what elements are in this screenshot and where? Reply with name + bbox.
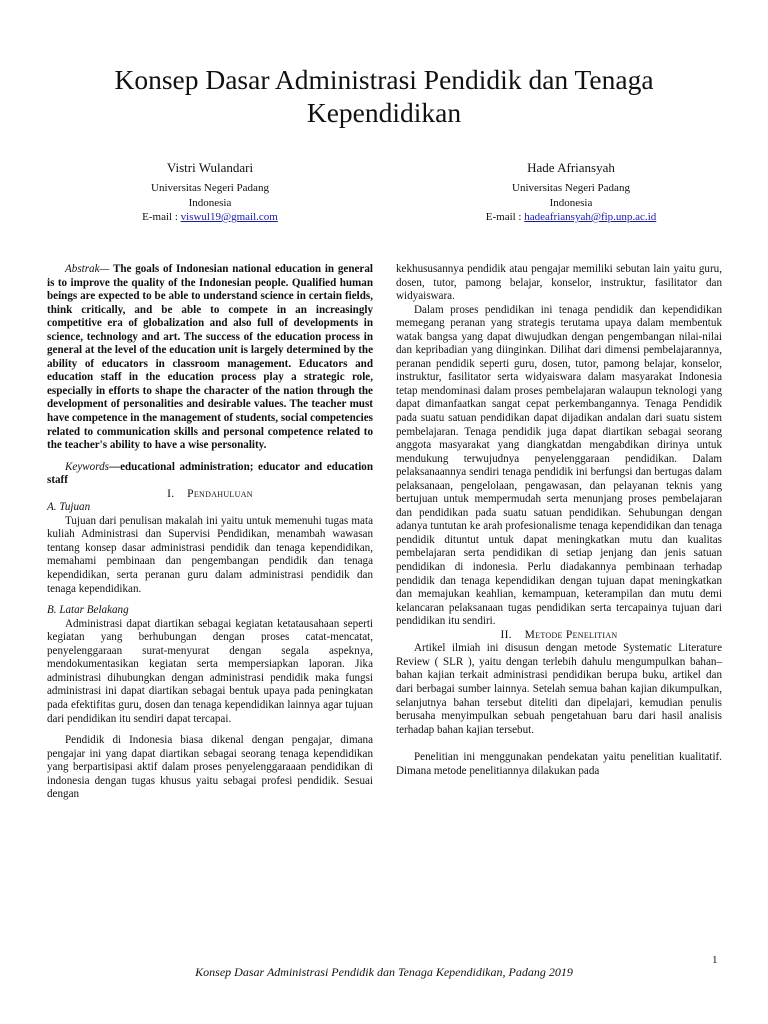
page-number: 1 <box>712 954 718 966</box>
left-column <box>47 263 373 802</box>
author-country: Indonesia <box>549 196 593 209</box>
author-email-line <box>421 210 721 225</box>
author-name: Vistri Wulandari <box>166 160 254 175</box>
paragraph: Artikel ilmiah ini disusun dengan metode Systematic Literature Review ( SLR ), yaitu dengan terlebih dahulu mengumpulkan bahan–bahan kajian terkait administrasi pendidikan berupa buku, artikel dan dari berbagai sumber lainnya. Setelah semua bahan kajian dikumpulkan, selanjutnya bahan tersebut diteliti dan dipelajari, kemudian penulis berusaha menyimpulkan sebuah pengetahuan baru dari hasil analisis terhadap bahan kajian tersebut. <box>396 642 722 736</box>
page-footer: Konsep Dasar Administrasi Pendidik dan Tenaga Kependidikan, Padang 2019 <box>195 965 573 979</box>
author-affiliation: Universitas Negeri Padang <box>512 182 630 194</box>
author-email-link[interactable]: hadeafriansyah@fip.unp.ac.id <box>524 211 657 223</box>
email-prefix: E-mail : <box>142 211 181 223</box>
right-column <box>396 263 722 778</box>
section-numeral: I. <box>167 487 175 500</box>
abstract <box>47 263 373 453</box>
paragraph: Dalam proses pendidikan ini tenaga pendidik dan kependidikan memegang peranan yang strategis terutama upaya dalam membentuk watak bangsa yang dapat diwujudkan dengan pengembangan nilai-nilai dan kepribadian yang diinginkan. Dilihat dari dimensi pembelajarannya, peranan pendidik seperti guru, dosen, tutor, pamong belajar, konselor, instruktur, fasilitator serta widyaiswara dalam masyarakat Indonesia tetap mendominasi dalam proses pembelajaran walaupun teknologi yang dapat dimanfaatkan sangat cepat perkembangannya. Tenaga Pendidik pada suatu satuan pendidikan dapat dijadikan andalan dari suatu sistem pembelajaran. Tenaga pendidik juga dapat diartikan sebagai seorang anggota masyarakat yang diangkatdan mengabdikan dirinya untuk mendukung terwujudnya penyelenggaraan pendidikan. Dalam pelaksanaannya sendiri tenaga pendidik ini berfungsi dan bertugas dalam pelaksanaan, pengelolaan, pengawasan, dan pelayanan teknis yang bertujuan untuk mempermudah serta menunjang proses pembelajaran dan pendidikan pada suatu satuan pendidikan. Sehubungan dengan adanya tuntutan ke arah profesionalisme tenaga kependidikan dan tenaga pendidik dituntut untuk dapat meningkatkan mutu dan kualitas pembelajaran serta pendidikan di setiap jenjang dan jenis satuan pendidikan di indonesia. Perlu diadakannya pembinaan terhadap pendidik dan tenaga kependidikan dengan tujuan dapat meningkatkan dan memajukan keahlian, kemampuan, keterampilan dan mutu demi kelancaran pelaksanaan tugas pendidikan serta tercapainya tujuan dari pendidikan itu sendiri. <box>396 303 722 628</box>
author-block <box>421 160 721 225</box>
section-heading <box>396 629 722 643</box>
paragraph: Tujuan dari penulisan makalah ini yaitu untuk memenuhi tugas mata kuliah Administrasi dan Supervisi Pendidikan, menambah wawasan tentang konsep dasar administrasi pendidik dan tenaga kependidikan, memahami pembinaan dan pengembangan pendidik dan tenaga kependidikan, serta peranan guru dalam administrasi pendidik dan tenaga kependidikan. <box>47 514 373 595</box>
paragraph: kekhususannya pendidik atau pengajar memiliki sebutan lain yaitu guru, dosen, tutor, pamong belajar, konselor, instruktur, fasilitator dan widyaiswara. <box>396 263 722 303</box>
section-title: Pendahuluan <box>187 487 253 500</box>
section-title: Metode Penelitian <box>524 628 618 641</box>
keywords <box>47 461 373 488</box>
section-heading <box>47 488 373 502</box>
subsection-heading: B. Latar Belakang <box>47 604 129 617</box>
keywords-text: —educational administration; educator and education staff <box>47 460 373 487</box>
paragraph: Penelitian ini menggunakan pendekatan yaitu penelitian kualitatif. Dimana metode penelitiannya dilakukan pada <box>396 751 722 777</box>
subsection-heading: A. Tujuan <box>47 501 91 514</box>
paragraph: Administrasi dapat diartikan sebagai kegiatan ketatausahaan seperti kegiatan yang berhubungan dengan proses catat-mencatat, penyelenggaraan surat-menyurat dengan segala aspeknya, mendokumentasikan kegiatan serta mempersiapkan laporan. Jika administrasi dihubungkan dengan administrasi pendidik maka fungsi administrasi ini dapat diartikan sebagai bentuk upaya pada peningkatan pada efektifitas guru, dosen dan tenaga kependidikan lainnya agar tujuan dari pendidikan itu sendiri dapat tercapai. <box>47 617 373 725</box>
author-name: Hade Afriansyah <box>527 160 615 175</box>
author-email-link[interactable]: viswul19@gmail.com <box>180 211 278 223</box>
author-block <box>60 160 360 225</box>
author-email-line <box>60 210 360 225</box>
author-country: Indonesia <box>188 196 232 209</box>
keywords-lead: Keywords <box>65 460 109 473</box>
author-affiliation: Universitas Negeri Padang <box>151 182 269 194</box>
paragraph: Pendidik di Indonesia biasa dikenal dengan pengajar, dimana pengajar ini yang dapat diartikan sebagai seorang tenaga kependidikan yang berpartisipasi aktif dalam proses penyelenggaraaan pendidikan di indonesia dengan tugas khusus yaitu sebagai profesi pendidik. Sesuai dengan <box>47 734 373 801</box>
abstract-text: The goals of Indonesian national education in general is to improve the quality of the Indonesian people. Qualified human beings are expected to be able to understand science in certain fields, think critically, and be able to compete in an increasingly competitive era of globalization and also full of developments in science, technology and art. The success of the education process in general at the level of the education unit is largely determined by the ability of educators in classroom management. Educators and education staff in the education process play a strategic role, especially in efforts to shape the character of the nation through the development of personalities and desirable values. The teacher must have competence in the management of students, social competencies related to communication skills and personal competence related to the teacher's ability to have a wise personality. <box>47 263 373 452</box>
section-numeral: II. <box>500 628 512 641</box>
email-prefix: E-mail : <box>485 211 525 223</box>
paper-title: Konsep Dasar Administrasi Pendidik dan Tenaga Kependidikan <box>114 64 654 128</box>
abstract-lead: Abstrak— <box>65 263 110 275</box>
